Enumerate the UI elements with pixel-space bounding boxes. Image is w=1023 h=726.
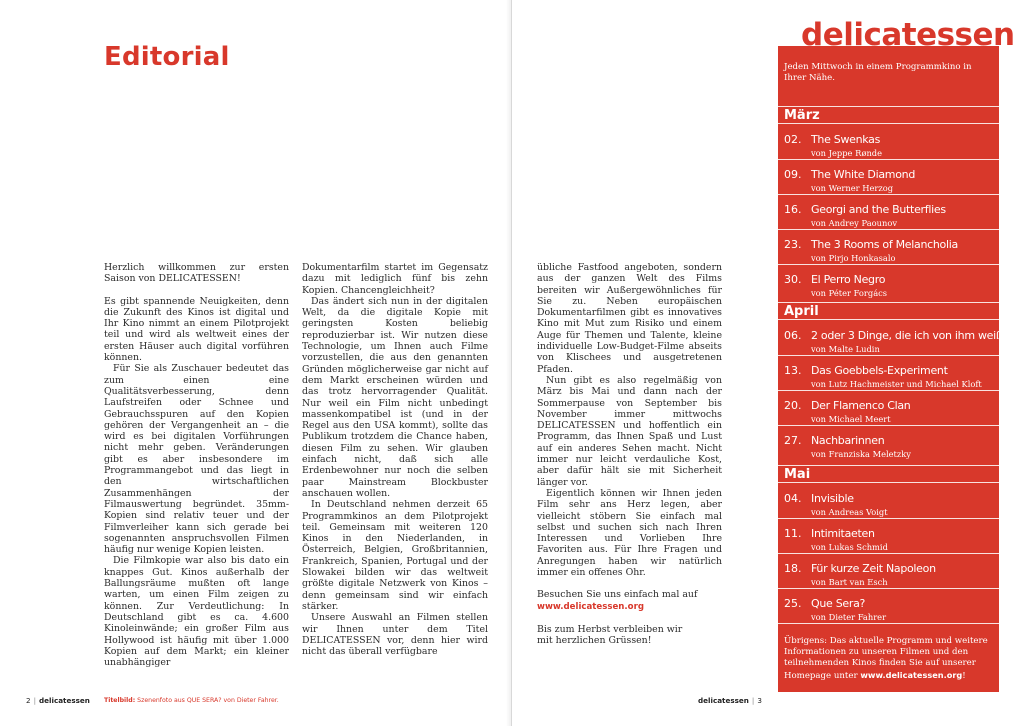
closing-line: Bis zum Herbst verbleiben wir <box>537 623 683 635</box>
footnote-text: Übrigens: Das aktuelle Programm und weitere Informationen zu unseren Filmen und den teilnehmenden Kinos finden Sie auf unserer Homepage unter <box>784 636 988 681</box>
film-date: 18. <box>784 562 802 575</box>
film-director: von Andrey Paounov <box>811 218 898 228</box>
footnote <box>784 636 996 682</box>
film-director: von Bart van Esch <box>811 577 888 587</box>
film-director: von Andreas Voigt <box>811 507 888 517</box>
film-director: von Péter Forgács <box>811 288 888 298</box>
film-date: 20. <box>784 399 802 412</box>
film-director: von Dieter Fahrer <box>811 612 887 622</box>
tagline: Jeden Mittwoch in einem Programmkino in Ihrer Nähe. <box>784 62 972 83</box>
paragraph: Das ändert sich nun in der digitalen Welt, da die digitale Kopie mit geringsten Kosten beliebig reproduzierbar ist. Wir nutzen diese Technologie, um Ihnen auch Filme vorzustellen, die aus den genannten Gründen möglicherweise gar nicht auf dem Markt erscheinen würden und das trotz hervorragender Qualität. Nur weil ein Film nicht unbedingt massenkompatibel ist (und in der Regel aus den USA kommt), sollte das Publikum trotzdem die Chance haben, diesen Film zu sehen. Wir glauben einfach nicht, daß sich alle Erdenbewohner nur noch die selben paar Mainstream Blockbuster anschauen wollen. <box>302 295 488 499</box>
paragraph: Es gibt spannende Neuigkeiten, denn die Zukunft des Kinos ist digital und Ihr Kino nimmt an einem Pilotprojekt teil und wird als weltweit eines der ersten Häuser auch digital vorführen können. <box>104 295 289 364</box>
footer-divider: | <box>751 696 755 705</box>
film-entry <box>778 265 999 299</box>
film-director: von Jeppe Rønde <box>811 148 883 158</box>
footer-right <box>698 696 762 705</box>
month-header: März <box>778 106 999 124</box>
film-director: von Malte Ludin <box>811 344 880 354</box>
footer-brand: delicatessen <box>39 696 90 705</box>
paragraph: In Deutschland nehmen derzeit 65 Programmkinos an dem Pilotprojekt teil. Gemeinsam mit weiteren 120 Kinos in den Niederlanden, in Österreich, Belgien, Großbritannien, Frankreich, Spanien, Portugal und der Slowakei bilden wir das weltweit größte digitale Netzwerk von Kinos – denn gemeinsam sind wir einfach stärker. <box>302 499 488 612</box>
film-entry <box>778 554 999 589</box>
website-url[interactable]: www.delicatessen.org <box>537 601 644 612</box>
film-entry <box>778 391 999 426</box>
film-director: von Werner Herzog <box>811 183 894 193</box>
paragraph: Die Filmkopie war also bis dato ein knappes Gut. Kinos außerhalb der Ballungsräume mußten oft lange warten, um einen Film zeigen zu können. Zur Verdeutlichung: In Deutschland gibt es ca. 4.600 Kinoleinwände; ein großer Film aus Hollywood ist häufig mit über 1.000 Kopien auf dem Markt; ein kleiner unabhängiger <box>104 555 289 669</box>
film-title: Georgi and the Butterflies <box>811 203 946 216</box>
film-title: Für kurze Zeit Napoleon <box>811 562 936 575</box>
film-date: 06. <box>784 329 802 342</box>
paragraph: Dokumentarfilm startet im Gegensatz dazu mit lediglich fünf bis zehn Kopien. Chancengleichheit? <box>302 262 488 296</box>
film-director: von Lutz Hachmeister und Michael Kloft <box>811 379 982 389</box>
credit-label: Titelbild: <box>104 697 136 704</box>
text-column-3 <box>537 262 722 647</box>
text-column-1 <box>104 262 289 668</box>
brand-title: delicatessen <box>801 17 1015 53</box>
paragraph: übliche Fastfood angeboten, sondern aus der ganzen Welt des Films bereiten wir Außergewöhnliches für Sie zu. Neben europäischen Dokumentarfilmen gibt es innovatives Kino mit Mut zum Risiko und einem Auge für Themen und Talente, kleine individuelle Low-Budget-Filme abseits von Klischees und ausgetretenen Pfaden. <box>537 262 722 375</box>
footnote-url[interactable]: www.delicatessen.org <box>860 669 963 680</box>
paragraph: Unsere Auswahl an Filmen stellen wir Ihnen unter dem Titel DELICATESSEN vor, denn hier wird nicht das überall verfügbare <box>302 612 488 658</box>
film-date: 02. <box>784 133 802 146</box>
film-title: Invisible <box>811 492 854 505</box>
month-header: Mai <box>778 465 999 483</box>
footer-brand: delicatessen <box>698 696 749 705</box>
film-date: 04. <box>784 492 802 505</box>
film-title: The 3 Rooms of Melancholia <box>811 238 958 251</box>
closing-line: mit herzlichen Grüssen! <box>537 635 652 647</box>
film-date: 23. <box>784 238 802 251</box>
paragraph: Herzlich willkommen zur ersten Saison von DELICATESSEN! <box>104 262 289 285</box>
paragraph: Besuchen Sie uns einfach mal auf <box>537 589 698 601</box>
film-title: Intimitaeten <box>811 527 875 540</box>
program-sidebar <box>778 46 1003 692</box>
film-entry <box>778 519 999 554</box>
website-link[interactable] <box>537 601 722 613</box>
film-entry <box>778 125 999 160</box>
text-column-2 <box>302 262 488 657</box>
film-director: von Lukas Schmid <box>811 542 888 552</box>
film-title: Der Flamenco Clan <box>811 399 911 412</box>
image-credit <box>104 697 279 704</box>
film-entry <box>778 195 999 230</box>
footer-left <box>26 696 90 705</box>
film-title: The Swenkas <box>811 133 881 146</box>
film-title: Das Goebbels-Experiment <box>811 364 948 377</box>
film-title: The White Diamond <box>811 168 916 181</box>
paragraph: Für Sie als Zuschauer bedeutet das zum einen eine Qualitätsverbesserung, denn Laufstreifen oder Schnee und Gebrauchsspuren auf den Kopien gehören der Vergangenheit an – die wird es bei digitalen Vorführungen nicht mehr geben. Veränderungen gibt es aber insbesondere im Programmangebot und das liegt in den wirtschaftlichen Zusammenhängen der Filmauswertung begründet. 35mm-Kopien sind relativ teuer und der Filmverleiher kann sich gerade bei sogenannten anspruchsvollen Filmen häufig nur wenige Kopien leisten. <box>104 363 289 556</box>
film-entry <box>778 160 999 195</box>
film-director: von Pirjo Honkasalo <box>811 253 896 263</box>
film-date: 09. <box>784 168 802 181</box>
page-number: 2 <box>26 696 31 705</box>
film-entry <box>778 356 999 391</box>
page-gutter <box>511 0 512 726</box>
film-date: 27. <box>784 434 802 447</box>
credit-text: Szenenfoto aus QUE SERA? von Dieter Fahrer. <box>137 697 279 704</box>
film-entry <box>778 484 999 519</box>
film-director: von Michael Meert <box>811 414 891 424</box>
film-entry <box>778 230 999 265</box>
film-date: 30. <box>784 273 802 286</box>
film-title: 2 oder 3 Dinge, die ich von ihm weiß <box>811 329 1003 342</box>
film-title: Que Sera? <box>811 597 866 610</box>
film-date: 11. <box>784 527 802 540</box>
month-header: April <box>778 302 999 320</box>
page-title: Editorial <box>104 42 230 72</box>
page-number: 3 <box>757 696 762 705</box>
film-date: 13. <box>784 364 802 377</box>
paragraph: Nun gibt es also regelmäßig von März bis Mai und dann nach der Sommerpause von September bis November immer mittwochs DELICATESSEN und hoffentlich ein Programm, das Ihnen Spaß und Lust auf ein anderes Sehen macht. Nicht immer nur leicht verdauliche Kost, aber dafür hält sie mit Sicherheit länger vor. <box>537 374 722 488</box>
film-entry <box>778 589 999 624</box>
film-entry <box>778 426 999 460</box>
film-title: El Perro Negro <box>811 273 886 286</box>
film-director: von Franziska Meletzky <box>811 449 911 459</box>
paragraph: Eigentlich können wir Ihnen jeden Film sehr ans Herz legen, aber vielleicht stöbern Sie einfach mal selbst und suchen sich nach Ihren Interessen und Vorlieben Ihre Favoriten aus. Für Ihre Fragen und Anregungen haben wir natürlich immer ein offenes Ohr. <box>537 487 722 579</box>
film-title: Nachbarinnen <box>811 434 885 447</box>
footnote-end: ! <box>962 670 966 681</box>
film-date: 16. <box>784 203 802 216</box>
film-entry <box>778 321 1003 356</box>
film-date: 25. <box>784 597 802 610</box>
footer-divider: | <box>33 696 36 705</box>
